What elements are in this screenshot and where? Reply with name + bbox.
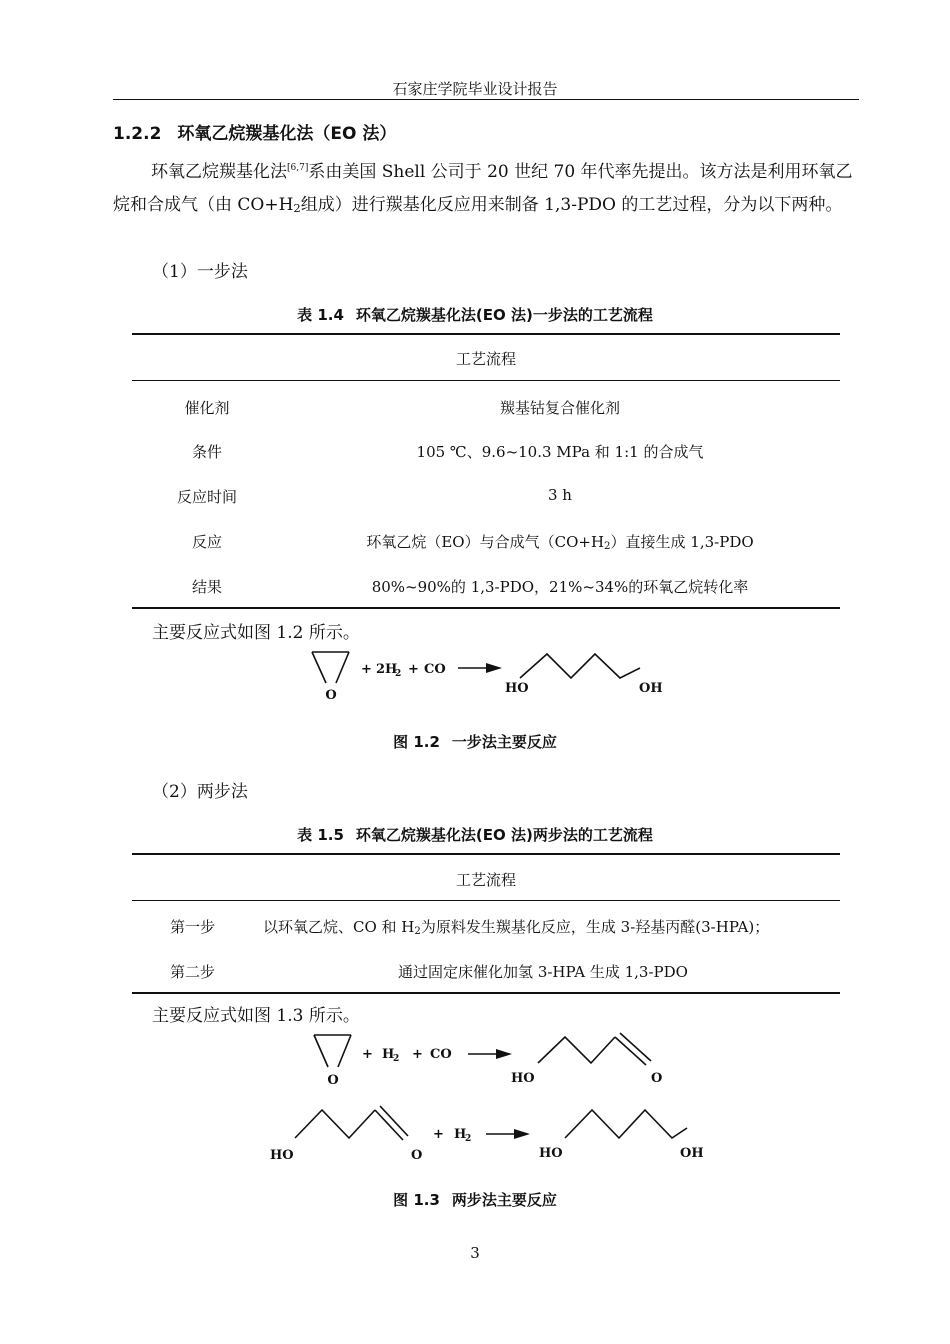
page-number: 3 [470,1244,480,1262]
epoxide-oxygen: O [325,688,337,703]
plus-sign: + [408,662,419,677]
running-header: 石家庄学院毕业设计报告 [392,80,558,98]
two-step-heading: （2）两步法 [152,782,248,802]
table-1-4-bottom-rule [132,607,840,609]
hydroxyl-label: HO [270,1148,294,1163]
figure-1-2-caption [0,731,950,752]
table-1-4-value: 80%~90%的 1,3-PDO，21%~34%的环氧乙烷转化率 [371,578,749,596]
table-1-5-number: 表 1.5 [297,826,344,844]
co-reagent: CO [430,1047,452,1062]
aldehyde-oxygen: O [411,1148,423,1163]
table-1-5-caption [0,824,950,845]
table-1-4-value: 3 h [548,486,572,504]
header-rule [113,99,859,100]
intro-text-3: 组成）进行羰基化反应用来制备 1,3-PDO 的工艺过程，分为以下两种。 [300,195,843,215]
hydrogen-subscript: 2 [393,1054,400,1064]
table-1-4-label: 反应时间 [176,488,237,506]
intro-text-1: 环氧乙烷羰基化法 [151,162,287,182]
intro-subscript: 2 [293,201,301,215]
figure-1-3-equation-2 [262,1100,722,1170]
table-1-5-top-rule [132,853,840,855]
table-1-4-value [290,531,830,552]
figure-1-3-caption [0,1189,950,1210]
table-1-4-top-rule [132,333,840,335]
hydrogen-subscript: 2 [395,669,402,679]
table-1-4-value: 羰基钴复合催化剂 [499,399,620,417]
table-1-5-value: 通过固定床催化加氢 3-HPA 生成 1,3-PDO [398,963,688,981]
hydroxyl-label: OH [639,681,663,696]
table-1-5-label: 第一步 [169,918,215,936]
table-1-4-header: 工艺流程 [455,350,516,368]
section-title: 环氧乙烷羰基化法（EO 法） [177,124,397,144]
aldehyde-oxygen: O [651,1071,663,1086]
table-1-4-label: 催化剂 [184,399,230,417]
table-1-4-number: 表 1.4 [297,306,344,324]
hydroxyl-label: OH [680,1146,704,1161]
table-1-5-value [263,916,769,937]
value-text: 为原料发生羰基化反应，生成 3-羟基丙醛(3-HPA)； [420,918,770,936]
figure-1-2-equation [290,640,680,710]
table-1-4-value: 105 ℃、9.6~10.3 MPa 和 1:1 的合成气 [416,443,704,461]
table-1-5-header-rule [132,900,840,901]
figure-1-3-number: 图 1.3 [393,1191,440,1209]
figure-1-3-equation-1 [298,1027,698,1092]
epoxide-oxygen: O [327,1073,339,1088]
hydrogen-reagent: 2H [376,662,398,677]
one-step-heading: （1）一步法 [152,262,248,282]
plus-sign: + [412,1047,423,1062]
plus-sign: + [433,1127,444,1142]
hydroxyl-label: HO [539,1146,563,1161]
table-1-5-header: 工艺流程 [455,871,516,889]
co-reagent: CO [424,662,446,677]
value-subscript: 2 [604,541,611,552]
table-1-4-header-rule [132,380,840,381]
table-1-4-label: 结果 [191,578,222,596]
table-1-4-label: 反应 [191,533,222,551]
value-text: 环氧乙烷（EO）与合成气（CO+H [366,533,605,551]
intro-paragraph [113,156,859,222]
value-text: 以环氧乙烷、CO 和 H [263,918,415,936]
table-1-5-title: 环氧乙烷羰基化法(EO 法)两步法的工艺流程 [355,826,653,844]
table-1-5-label: 第二步 [169,963,215,981]
section-number: 1.2.2 [113,124,162,144]
figure-1-3-title: 两步法主要反应 [451,1191,557,1209]
table-1-5-bottom-rule [132,992,840,994]
section-heading [113,119,396,144]
plus-sign: + [361,662,372,677]
intro-text-2: 系由美国 Shell 公司于 20 世纪 70 年代率先提出。该方法是利用环氧乙烷和合成气（由 CO+H [113,162,853,215]
value-text: ）直接生成 1,3-PDO [610,533,754,551]
hydrogen-subscript: 2 [465,1134,472,1144]
value-subscript: 2 [414,926,421,937]
figure-1-2-title: 一步法主要反应 [451,733,557,751]
hydroxyl-label: HO [511,1071,535,1086]
citation-ref: [6,7] [287,163,309,173]
figure-1-2-number: 图 1.2 [393,733,440,751]
hydrogen-reagent: H [454,1127,467,1142]
figure-1-3-intro: 主要反应式如图 1.3 所示。 [152,1006,360,1026]
hydrogen-reagent: H [382,1047,395,1062]
table-1-4-label: 条件 [191,443,222,461]
plus-sign: + [362,1047,373,1062]
table-1-4-title: 环氧乙烷羰基化法(EO 法)一步法的工艺流程 [355,306,653,324]
hydroxyl-label: HO [505,681,529,696]
figure-1-2-intro: 主要反应式如图 1.2 所示。 [152,623,360,643]
table-1-4-caption [0,304,950,325]
